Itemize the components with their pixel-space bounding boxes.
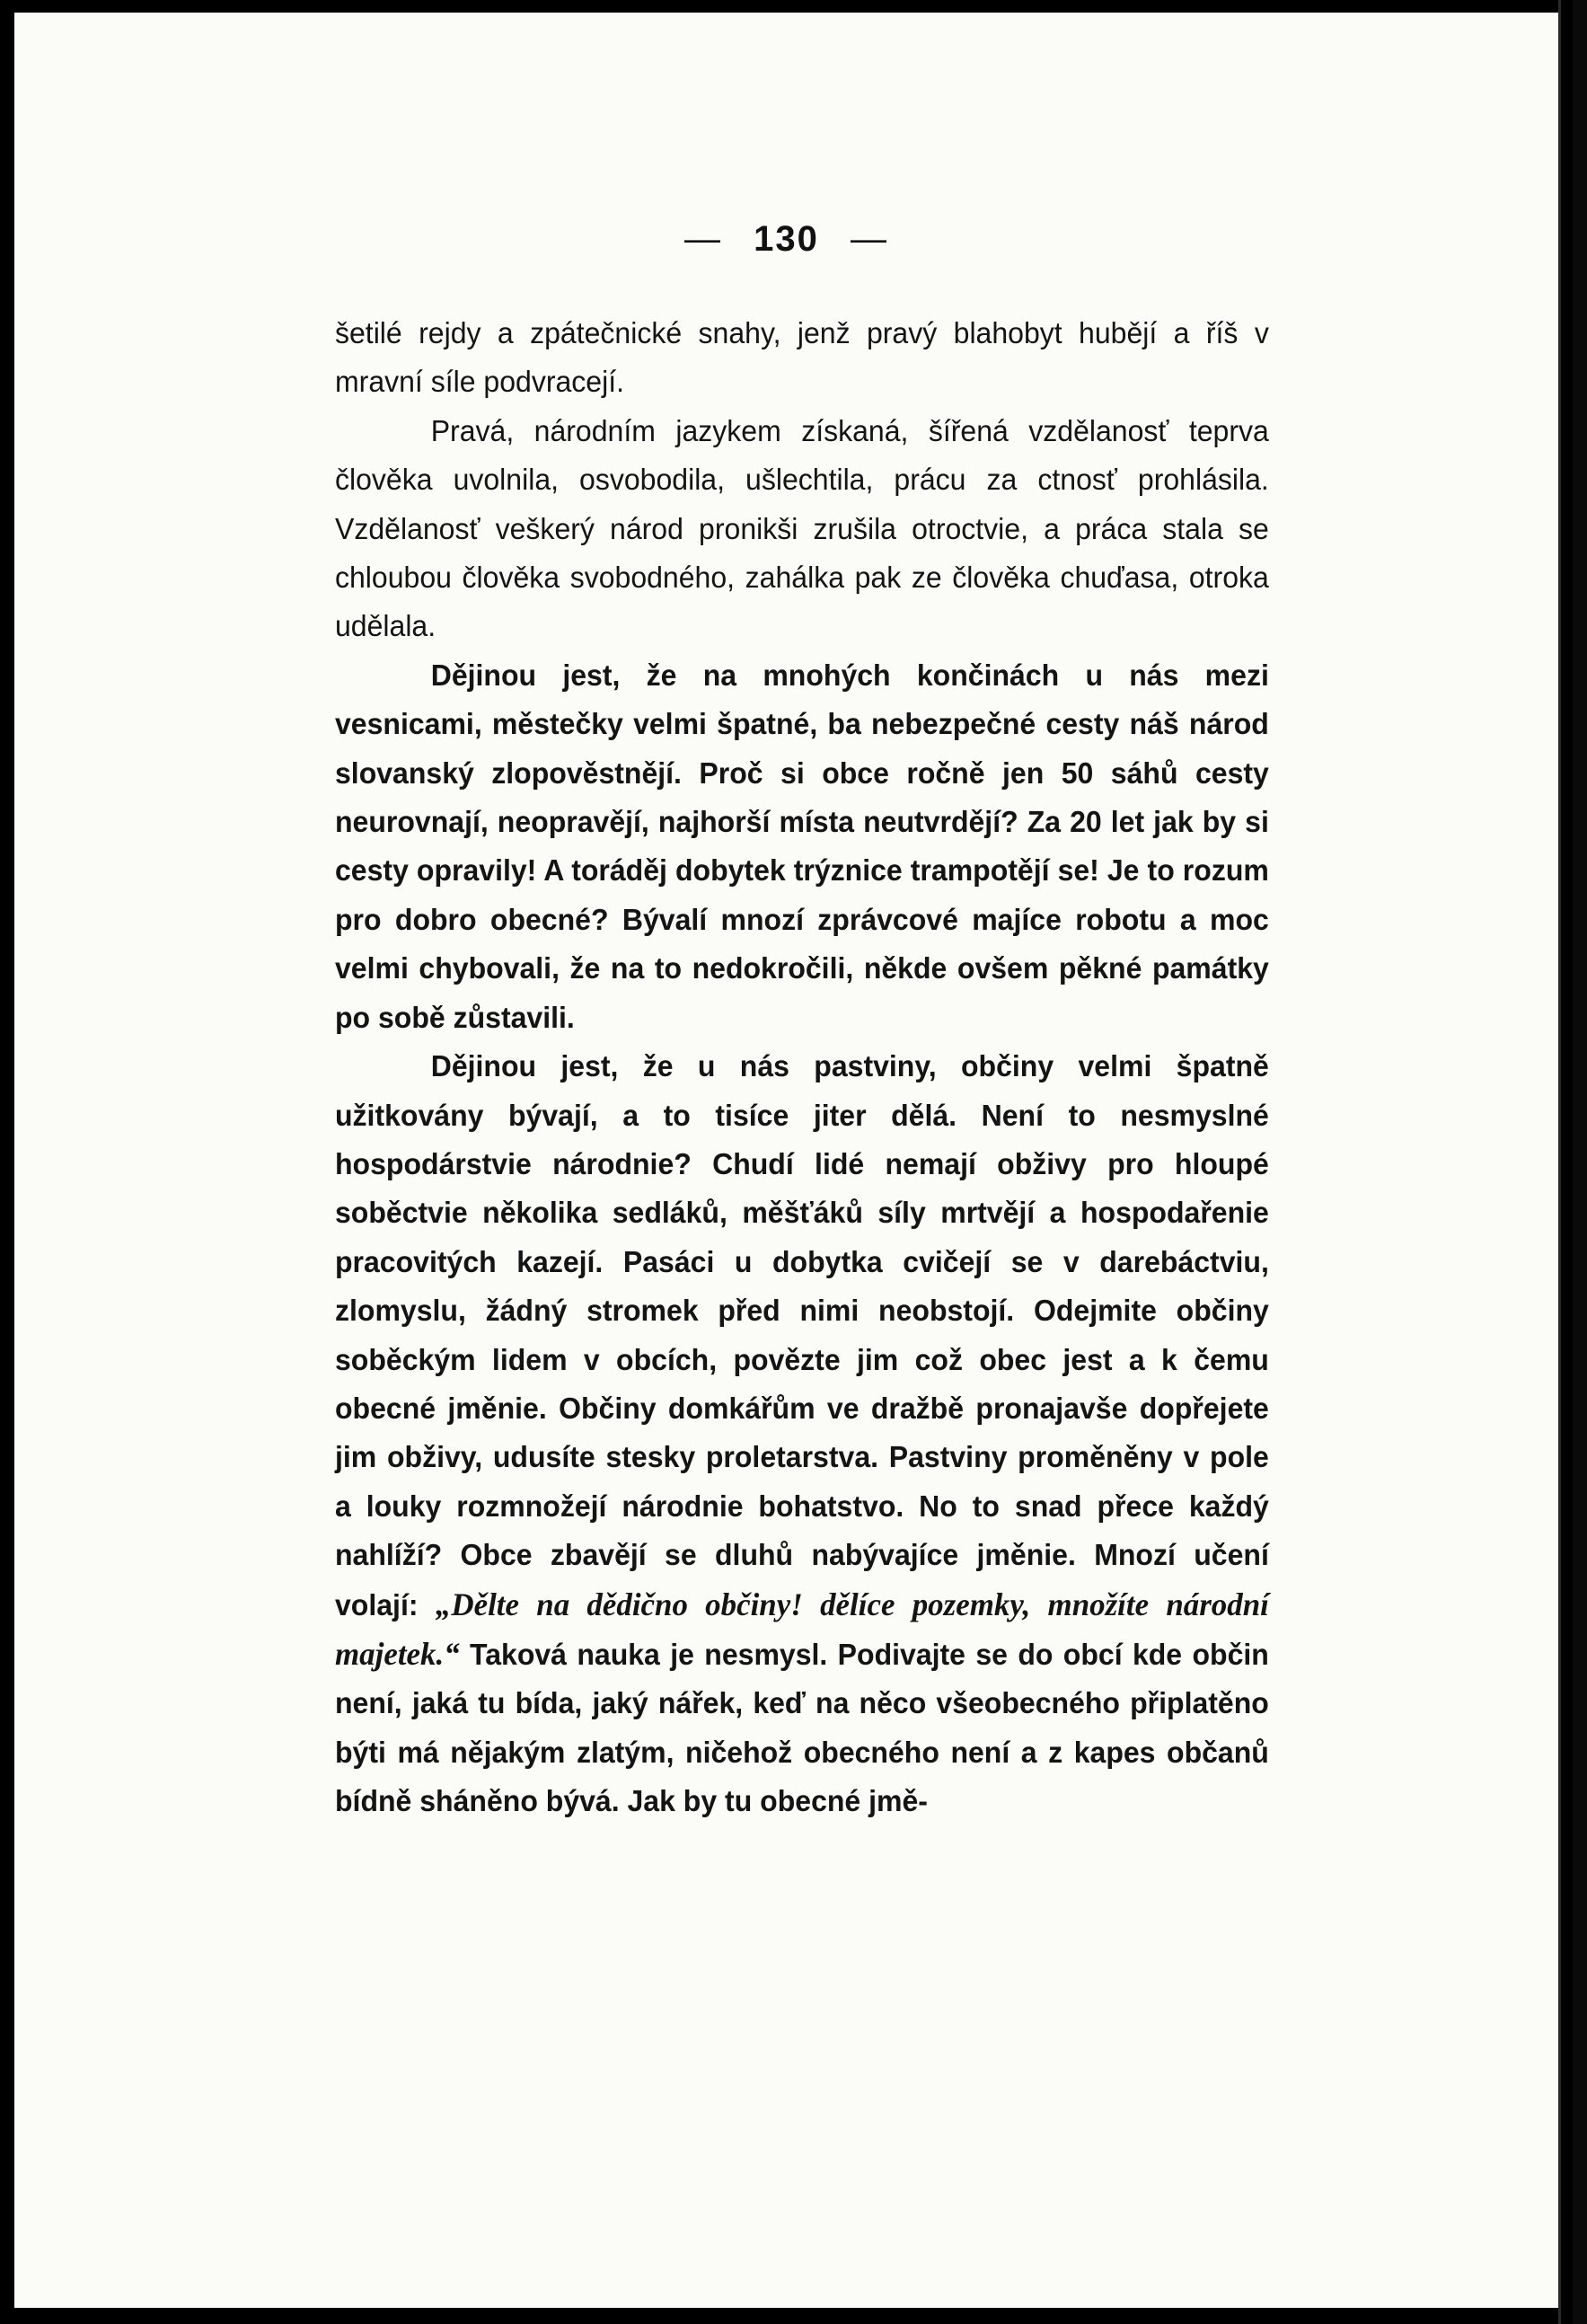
paragraph-continuation: šetilé rejdy a zpátečnické snahy, jenž pravý blahobyt hubějí a říš v mravní síle podvracejí. — [335, 316, 1269, 399]
scan-gutter — [1573, 0, 1587, 2324]
paragraph-pastures-part2: Taková nauka je nesmysl. Podivajte se do obcí kde občin není, jaká tu bída, jaký nářek, keď na něco všeobecného připlatěno býti má nějakým zlatým, ničehož obecného není a z kapes občanů bídně sháněno bývá. Jak by tu obecné jmě- — [335, 1637, 1269, 1818]
page-header — [14, 219, 1558, 260]
paragraph-roads: Dějinou jest, že na mnohých končinách u nás mezi vesnicami, městečky velmi špatné, ba nebezpečné cesty náš národ slovanský zlopověstnějí. Proč si obce ročně jen 50 sáhů cesty neurovnají, neopravějí, najhorší místa neutvrdějí? Za 20 let jak by si cesty opravily! A toráděj dobytek trýznice trampotějí se! Je to rozum pro dobro obecné? Bývalí mnozí zprávcové majíce robotu a moc velmi chybovali, že na to nedokročili, někde ovšem pěkné památky po sobě zůstavili. — [335, 658, 1269, 1034]
header-dash-left: — — [684, 219, 722, 259]
header-dash-right: — — [851, 219, 888, 259]
scan-spine-line — [1558, 0, 1561, 2324]
paragraph-pastures-part1: Dějinou jest, že u nás pastviny, občiny velmi špatně užitkovány bývají, a to tisíce jiter dělá. Není to nesmyslné hospodárstvie národnie? Chudí lidé nemají obživy pro hloupé soběctvie několika sedláků, měšťáků síly mrtvějí a hospodařenie pracovitých kazejí. Pasáci u dobytka cvičejí se v darebáctviu, zlomyslu, žádný stromek před nimi neobstojí. Odejmite občiny soběckým lidem v obcích, povězte jim což obec jest a k čemu obecné jměnie. Občiny domkářům ve dražbě pronajavše dopřejete jim obživy, udusíte stesky proletarstva. Pastviny proměněny v pole a louky rozmnožejí národnie bohatstvo. No to snad přece každý nahlíží? Obce zbavějí se dluhů nabývajíce jměnie. Mnozí učení volají: — [335, 1049, 1269, 1621]
quoted-slogan: „Dělte na dědično občiny! dělíce pozemky, množíte národní majetek.“ — [335, 1586, 1269, 1672]
scanned-page — [14, 13, 1558, 2308]
paragraph-education: Pravá, národním jazykem získaná, šířená vzdělanosť teprva člověka uvolnila, osvobodila, ušlechtila, prácu za ctnosť prohlásila. Vzdělanosť veškerý národ pronikši zrušila otroctvie, a práca stala se chloubou člověka svobodného, zahálka pak ze člověka chuďasa, otroka udělala. — [335, 413, 1269, 643]
body-text — [335, 309, 1298, 1826]
paragraph-pastures — [335, 1042, 1269, 1826]
page-number: 130 — [754, 219, 819, 259]
